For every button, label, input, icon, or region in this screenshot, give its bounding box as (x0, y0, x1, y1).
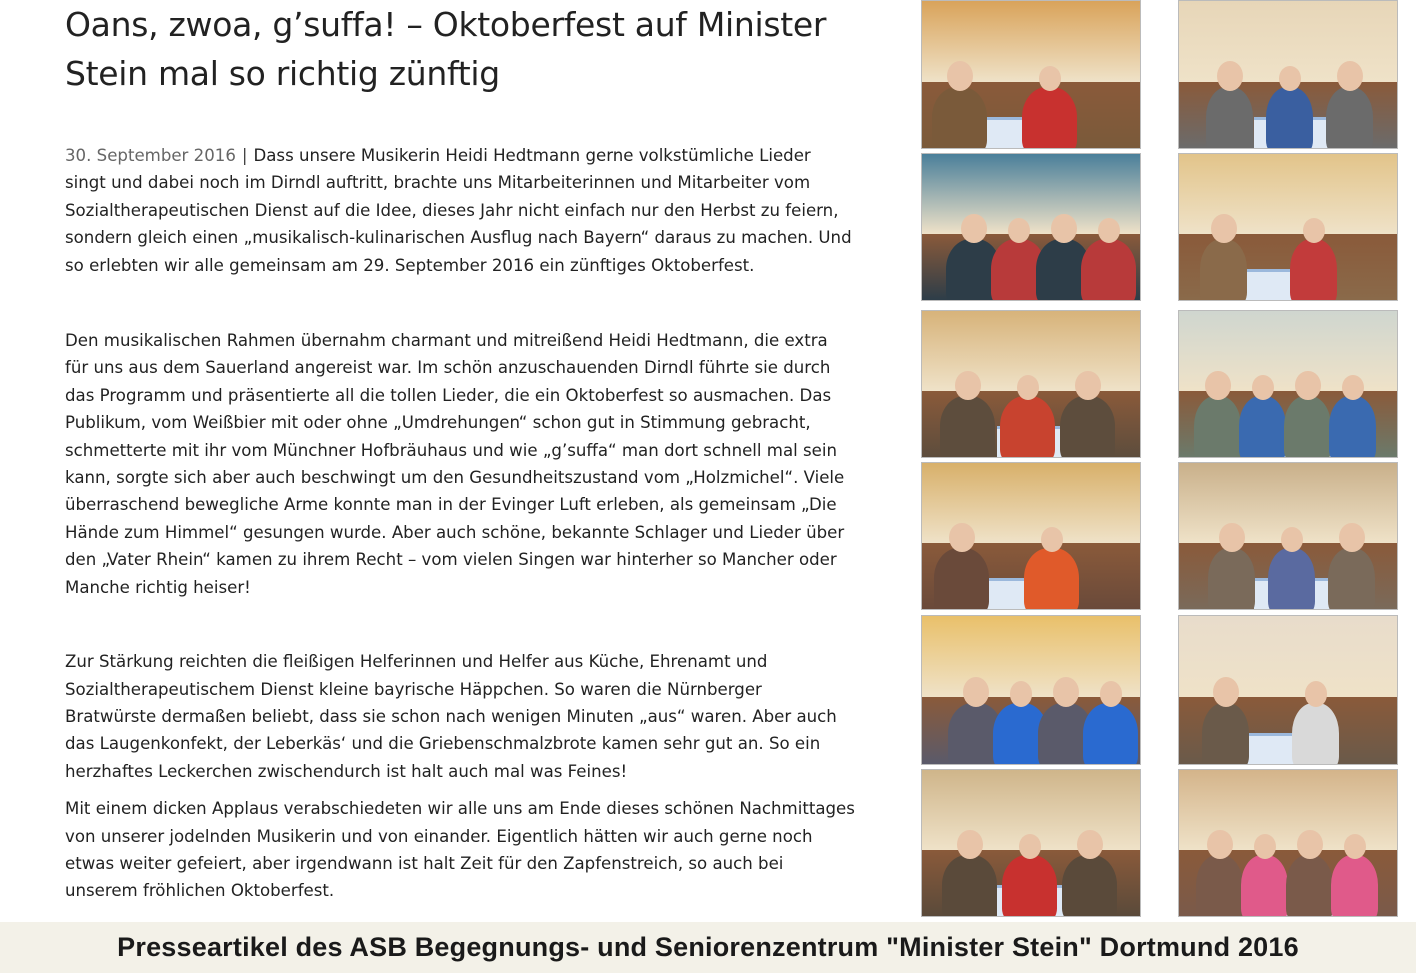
photo-person (1202, 703, 1249, 766)
date-separator: | (241, 146, 248, 165)
photo-person (1266, 87, 1313, 149)
photo-person (1286, 855, 1333, 917)
photo-11 (921, 769, 1141, 917)
photo-person-head (1211, 214, 1237, 244)
photo-person-head (1019, 834, 1041, 859)
paragraph-music: Den musikalischen Rahmen übernahm charmant und mitreißend Heidi Hedtmann, die extra für uns aus dem Sauerland angereist war. Im schön anzuschauenden Dirndl führte sie durch das Programm und präsentierte all die tollen Lieder, die ein Oktoberfest so ausmachen. Das Publikum, vom Weißbier mit oder ohne „Umdrehungen“ schon gut in Stimmung gebracht, schmetterte mit ihr vom Münchner Hofbräuhaus und wie „g’suffa“ man dort schnell mal sein kann, sorgte sich aber auch beschwingt um den Gesundheitszustand vom „Holzmichel“. Viele überraschend bewegliche Arme konnte man in der Evinger Luft erleben, als gemeinsam „Die Hände zum Himmel“ gesungen wurde. Aber auch schöne, bekannte Schlager und Lieder über den „Vater Rhein“ kamen zu ihrem Recht – vom vielen Singen war hinterher so Mancher oder Manche richtig heiser! (65, 331, 845, 597)
intro-text: Dass unsere Musikerin Heidi Hedtmann gerne volkstümliche Lieder singt und dabei noch im Dirndl auftritt, brachte uns Mitarbeiterinnen und Mitarbeiter vom Sozialtherapeutischen Dienst auf die Idee, dieses Jahr nicht einfach nur den Herbst zu feiern, sondern gleich einen „musikalisch-kulinarischen Ausflug nach Bayern“ daraus zu machen. Und so erlebten wir alle gemeinsam am 29. September 2016 ein zünftiges Oktoberfest. (65, 146, 852, 275)
photo-person-head (1217, 61, 1243, 91)
photo-person (1062, 855, 1117, 917)
photo-person-head (1205, 371, 1231, 401)
photo-person-head (1254, 834, 1276, 859)
photo-person (934, 548, 989, 610)
photo-person (942, 855, 997, 917)
photo-wall (1179, 616, 1397, 697)
photo-person (1241, 855, 1288, 917)
photo-person (1290, 239, 1337, 301)
photo-person (1239, 396, 1286, 458)
photo-person-head (1337, 61, 1363, 91)
photo-person (1331, 855, 1378, 917)
photo-9 (921, 615, 1141, 765)
intro-paragraph (65, 142, 855, 279)
photo-person-head (1010, 681, 1032, 706)
photo-person-head (1008, 218, 1030, 243)
photo-person-head (1339, 523, 1365, 553)
photo-person (1326, 87, 1373, 149)
photo-person-head (1279, 66, 1301, 91)
photo-person-head (1344, 834, 1366, 859)
photo-person (1022, 87, 1077, 149)
photo-person (1081, 239, 1136, 301)
photo-person-head (1281, 527, 1303, 552)
photo-person (1002, 855, 1057, 917)
photo-person (1060, 396, 1115, 458)
photo-5 (921, 310, 1141, 458)
photo-person (1292, 703, 1339, 766)
photo-person-head (955, 371, 981, 401)
photo-person-head (963, 677, 989, 707)
photo-person-head (1342, 375, 1364, 400)
photo-person-head (1305, 681, 1327, 706)
photo-person-head (1077, 830, 1103, 860)
photo-person (932, 87, 987, 149)
photo-person-head (949, 523, 975, 553)
photo-person-head (961, 214, 987, 244)
photo-person (1024, 548, 1079, 610)
article-date: 30. September 2016 (65, 146, 236, 165)
photo-person (940, 396, 995, 458)
photo-person (1083, 703, 1138, 766)
paragraph-farewell: Mit einem dicken Applaus verabschiedeten wir alle uns am Ende dieses schönen Nachmittages von unserer jodelnden Musikerin und von einander. Eigentlich hätten wir auch gerne noch etwas weiter gefeiert, aber irgendwann ist halt Zeit für den Zapfenstreich, so auch bei unserem fröhlichen Oktoberfest. (65, 799, 855, 901)
photo-person-head (1219, 523, 1245, 553)
photo-3 (921, 153, 1141, 301)
photo-person-head (947, 61, 973, 91)
photo-7 (921, 462, 1141, 610)
article (65, 0, 855, 905)
photo-person-head (1017, 375, 1039, 400)
photo-person-head (1053, 677, 1079, 707)
photo-person-head (1213, 677, 1239, 707)
photo-person-head (1295, 371, 1321, 401)
photo-person-head (1207, 830, 1233, 860)
photo-person (1329, 396, 1376, 458)
photo-person (1194, 396, 1241, 458)
photo-12 (1178, 769, 1398, 917)
photo-person-head (1075, 371, 1101, 401)
photo-person (1268, 548, 1315, 610)
photo-8 (1178, 462, 1398, 610)
photo-person-head (1098, 218, 1120, 243)
photo-person (1200, 239, 1247, 301)
photo-person-head (1039, 66, 1061, 91)
footer-banner (0, 922, 1416, 973)
photo-person-head (1041, 527, 1063, 552)
article-title: Oans, zwoa, g’suffa! – Oktoberfest auf Minister Stein mal so richtig zünftig (65, 5, 827, 93)
paragraph-food: Zur Stärkung reichten die fleißigen Helferinnen und Helfer aus Küche, Ehrenamt und Sozialtherapeutischem Dienst kleine bayrische Häppchen. So waren die Nürnberger Bratwürste dermaßen beliebt, dass sie schon nach wenigen Minuten „aus“ waren. Aber auch das Laugenkonfekt, der Leberkäs‘ und die Griebenschmalzbrote kamen sehr gut an. So ein herzhaftes Leckerchen zwischendurch ist halt auch mal was Feines! (65, 652, 837, 781)
photo-person-head (1297, 830, 1323, 860)
photo-person-head (1252, 375, 1274, 400)
footer-text: Presseartikel des ASB Begegnungs- und Seniorenzentrum "Minister Stein" Dortmund 2016 (117, 932, 1299, 962)
article-body (65, 142, 855, 905)
photo-2 (1178, 0, 1398, 149)
photo-person (1284, 396, 1331, 458)
photo-person (1328, 548, 1375, 610)
photo-6 (1178, 310, 1398, 458)
photo-person (1196, 855, 1243, 917)
photo-person-head (1100, 681, 1122, 706)
photo-10 (1178, 615, 1398, 765)
photo-person-head (957, 830, 983, 860)
photo-person (1000, 396, 1055, 458)
photo-1 (921, 0, 1141, 149)
photo-person (1206, 87, 1253, 149)
photo-person-head (1051, 214, 1077, 244)
photo-4 (1178, 153, 1398, 301)
photo-person (1208, 548, 1255, 610)
photo-person-head (1303, 218, 1325, 243)
